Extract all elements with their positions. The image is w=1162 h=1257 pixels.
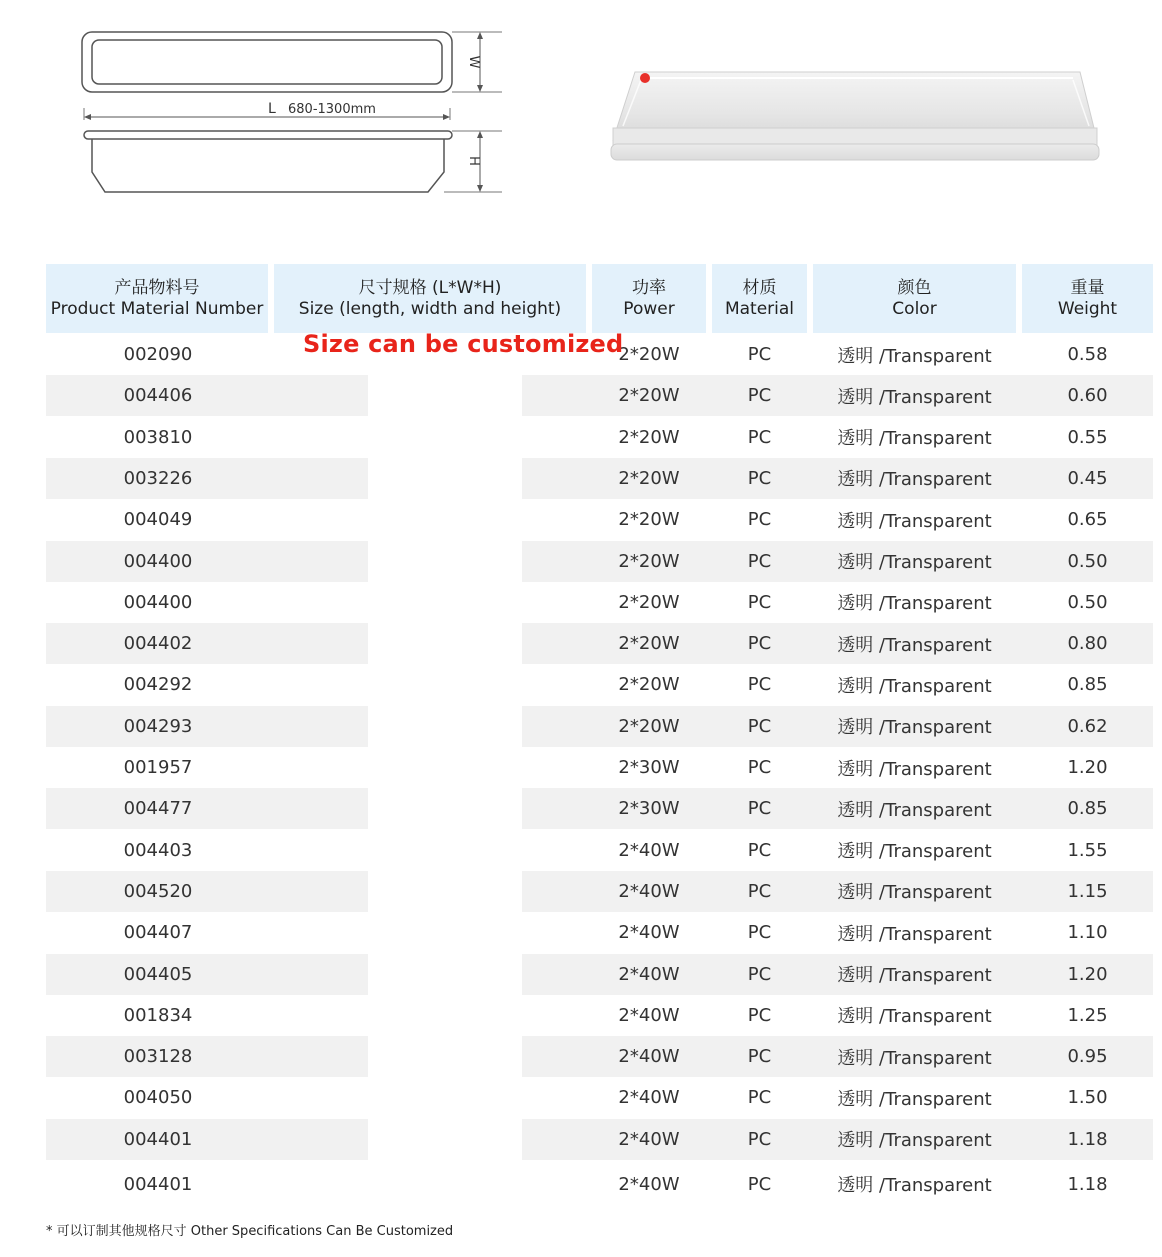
cell-power: 2*20W	[618, 509, 680, 531]
cell-color: 透明 /Transparent	[837, 386, 992, 408]
cell-material: PC	[747, 633, 772, 655]
cell-material: PC	[747, 426, 772, 448]
cell-power: 2*40W	[618, 1087, 680, 1109]
cell-power: 2*30W	[618, 798, 680, 820]
cell-power: 2*30W	[618, 757, 680, 778]
cell-power: 2*40W	[618, 922, 680, 944]
cell-color: 透明 /Transparent	[837, 841, 992, 863]
cell-color: 透明 /Transparent	[837, 428, 992, 450]
cell-material: PC	[747, 467, 772, 489]
cell-material-number: 004400	[123, 550, 193, 572]
cell-material-number: 004049	[123, 509, 193, 531]
cell-weight: 0.50	[1067, 591, 1108, 613]
table-row	[46, 912, 1153, 953]
cell-color: 透明 /Transparent	[837, 758, 992, 780]
header-material: 材质 Material	[712, 264, 807, 333]
cell-material-number: 004477	[123, 798, 193, 820]
cell-power: 2*20W	[618, 715, 680, 737]
cell-material: PC	[747, 715, 772, 737]
table-row	[46, 1036, 1153, 1077]
cell-weight: 0.65	[1067, 509, 1108, 531]
cell-color: 透明 /Transparent	[837, 1047, 992, 1069]
table-row	[46, 417, 1153, 458]
cell-power: 2*20W	[618, 633, 680, 655]
cell-material: PC	[747, 509, 772, 531]
cell-material-number: 004400	[123, 591, 193, 613]
cell-color: 透明 /Transparent	[837, 1175, 992, 1196]
height-label: H	[466, 156, 481, 166]
cell-material: PC	[747, 1004, 772, 1026]
table-row	[46, 954, 1153, 995]
header-size: 尺寸规格 (L*W*H) Size (length, width and height)	[274, 264, 586, 333]
cell-material: PC	[747, 674, 772, 696]
cell-material-number: 004520	[123, 880, 193, 902]
cell-color: 透明 /Transparent	[837, 345, 992, 367]
table-row	[46, 1162, 1153, 1206]
cell-weight: 1.20	[1067, 963, 1108, 985]
cell-weight: 1.10	[1067, 922, 1108, 944]
cell-material: PC	[747, 880, 772, 902]
header-material-number: 产品物料号 Product Material Number	[46, 264, 268, 333]
cell-color: 透明 /Transparent	[837, 923, 992, 945]
cell-weight: 1.18	[1067, 1128, 1108, 1150]
table-row	[46, 623, 1153, 664]
cell-weight: 1.25	[1067, 1004, 1108, 1026]
cell-power: 2*40W	[618, 1173, 680, 1195]
cell-power: 2*20W	[618, 674, 680, 696]
cell-weight: 0.95	[1067, 1046, 1108, 1068]
cell-power: 2*20W	[618, 426, 680, 448]
cell-material-number: 004403	[123, 839, 193, 861]
table-row	[46, 830, 1153, 871]
header-weight: 重量 Weight	[1022, 264, 1153, 333]
cell-power: 2*20W	[618, 344, 680, 365]
cell-material: PC	[747, 591, 772, 613]
cell-power: 2*40W	[618, 1046, 680, 1068]
table-row	[46, 1119, 1153, 1160]
table-row	[46, 499, 1153, 540]
cell-weight: 0.60	[1067, 385, 1108, 407]
header-power: 功率 Power	[592, 264, 706, 333]
table-row	[46, 1077, 1153, 1118]
cell-material-number: 004292	[123, 674, 193, 696]
cell-color: 透明 /Transparent	[837, 799, 992, 821]
table-row	[46, 458, 1153, 499]
table-row	[46, 541, 1153, 582]
cell-color: 透明 /Transparent	[837, 882, 992, 904]
cell-color: 透明 /Transparent	[837, 469, 992, 491]
cell-material-number: 001957	[123, 757, 193, 778]
cell-material: PC	[747, 1173, 772, 1195]
cell-weight: 0.55	[1067, 426, 1108, 448]
cell-power: 2*40W	[618, 1004, 680, 1026]
cell-weight: 0.58	[1067, 344, 1108, 365]
cell-weight: 0.62	[1067, 715, 1108, 737]
cell-power: 2*40W	[618, 963, 680, 985]
table-row	[46, 664, 1153, 705]
cell-material: PC	[747, 1128, 772, 1150]
width-label: W	[466, 55, 481, 69]
cell-material-number: 003810	[123, 426, 193, 448]
length-label: L	[268, 101, 276, 117]
cell-color: 透明 /Transparent	[837, 634, 992, 656]
cell-color: 透明 /Transparent	[837, 675, 992, 697]
size-custom-note: Size can be customized	[303, 330, 624, 358]
cell-color: 透明 /Transparent	[837, 552, 992, 573]
cell-color: 透明 /Transparent	[837, 510, 992, 532]
cell-weight: 1.18	[1067, 1173, 1108, 1195]
cell-material: PC	[747, 550, 772, 572]
cell-weight: 0.50	[1067, 550, 1108, 572]
cell-weight: 1.55	[1067, 839, 1108, 861]
cell-material: PC	[747, 922, 772, 944]
cell-material-number: 003226	[123, 467, 193, 489]
cell-material: PC	[747, 344, 772, 365]
cell-weight: 0.45	[1067, 467, 1108, 489]
cell-material-number: 004407	[123, 922, 193, 944]
cell-power: 2*40W	[618, 1128, 680, 1150]
cell-power: 2*40W	[618, 839, 680, 861]
table-row	[46, 375, 1153, 416]
length-range: 680-1300mm	[288, 102, 376, 117]
cell-material-number: 002090	[123, 344, 193, 365]
cell-power: 2*20W	[618, 467, 680, 489]
cell-material-number: 004401	[123, 1128, 193, 1150]
table-row	[46, 871, 1153, 912]
cell-power: 2*20W	[618, 550, 680, 572]
cell-material: PC	[747, 757, 772, 778]
cell-material-number: 004406	[123, 385, 193, 407]
header-color: 颜色 Color	[813, 264, 1016, 333]
cell-power: 2*20W	[618, 385, 680, 407]
table-row	[46, 747, 1153, 788]
cell-weight: 0.85	[1067, 674, 1108, 696]
product-photo	[605, 60, 1105, 170]
cell-color: 透明 /Transparent	[837, 717, 992, 739]
cell-power: 2*40W	[618, 880, 680, 902]
cell-material-number: 004405	[123, 963, 193, 985]
table-row	[46, 995, 1153, 1036]
cell-weight: 0.80	[1067, 633, 1108, 655]
cell-material-number: 004293	[123, 715, 193, 737]
cell-material-number: 004401	[123, 1173, 193, 1195]
cell-material: PC	[747, 385, 772, 407]
cell-power: 2*20W	[618, 591, 680, 613]
cell-material: PC	[747, 839, 772, 861]
footnote: * 可以订制其他规格尺寸 Other Specifications Can Be Customized	[46, 1224, 454, 1239]
cell-color: 透明 /Transparent	[837, 1088, 992, 1110]
dimension-diagram	[60, 20, 520, 200]
cell-material: PC	[747, 1087, 772, 1109]
cell-color: 透明 /Transparent	[837, 1130, 992, 1152]
cell-material-number: 004402	[123, 633, 193, 655]
cell-weight: 1.20	[1067, 757, 1108, 778]
cell-color: 透明 /Transparent	[837, 1006, 992, 1028]
cell-weight: 0.85	[1067, 798, 1108, 820]
cell-material-number: 003128	[123, 1046, 193, 1068]
cell-material: PC	[747, 798, 772, 820]
cell-color: 透明 /Transparent	[837, 965, 992, 986]
cell-material: PC	[747, 1046, 772, 1068]
cell-weight: 1.50	[1067, 1087, 1108, 1109]
table-row	[46, 582, 1153, 623]
cell-color: 透明 /Transparent	[837, 593, 992, 615]
table-row	[46, 706, 1153, 747]
table-row	[46, 788, 1153, 829]
cell-material: PC	[747, 963, 772, 985]
cell-material-number: 001834	[123, 1004, 193, 1026]
cell-material-number: 004050	[123, 1087, 193, 1109]
cell-weight: 1.15	[1067, 880, 1108, 902]
